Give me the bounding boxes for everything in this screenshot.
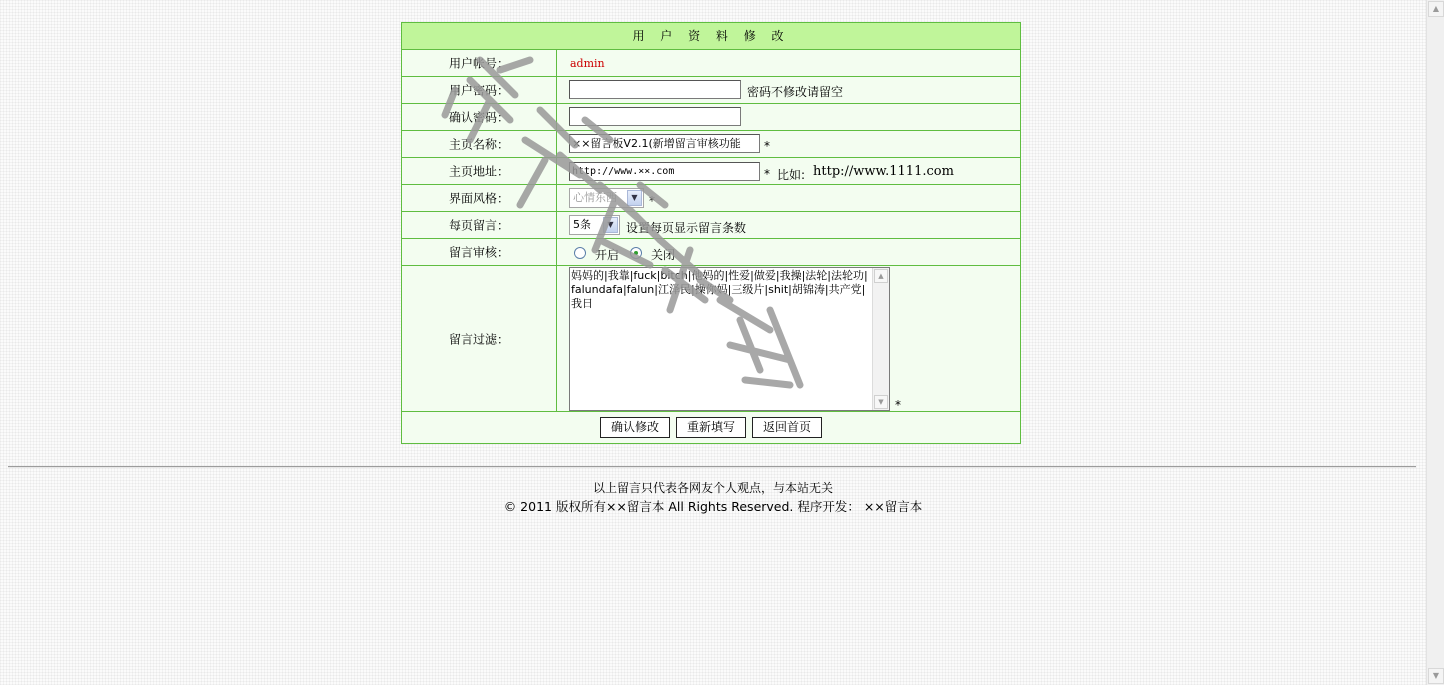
footer-copyright: © 2011 版权所有××留言本 All Rights Reserved. 程序开发： ××留言本 <box>503 499 923 514</box>
homepage-name-input[interactable]: ××留言板V2.1(新增留言审核功能 <box>569 134 760 153</box>
homepage-url-label: 主页地址： <box>449 164 510 179</box>
filter-textarea-text: 妈妈的|我靠|fuck|bitch|他妈的|性爱|做爱|我操|法轮|法轮功|falundafa|falun|江泽民|操你妈|三级片|shit|胡锦涛|共产党|我日 <box>571 269 868 310</box>
filter-label: 留言过滤： <box>449 332 510 346</box>
form-buttons <box>402 412 1020 443</box>
confirm-password-row <box>402 104 1020 131</box>
homepage-url-input[interactable]: http://www.××.com <box>569 162 760 181</box>
footer-disclaimer: 以上留言只代表各网友个人观点，与本站无关 <box>592 481 833 495</box>
theme-selected-value: 心情东西 <box>573 191 617 204</box>
scroll-up-icon[interactable]: ▲ <box>1428 1 1444 17</box>
password-hint: 密码不修改请留空 <box>747 85 844 99</box>
per-page-row <box>402 212 1020 239</box>
per-page-label: 每页留言： <box>449 218 510 233</box>
homepage-name-required-mark: * <box>764 139 770 153</box>
username-label: 用户帐号： <box>449 56 510 71</box>
homepage-name-label: 主页名称： <box>449 137 510 152</box>
confirm-password-label: 确认密码： <box>449 110 510 125</box>
filter-scrollbar[interactable] <box>872 268 889 410</box>
homepage-url-required-mark: * <box>764 167 770 181</box>
back-home-button[interactable]: 返回首页 <box>752 417 822 438</box>
password-row <box>402 77 1020 104</box>
review-label: 留言审核： <box>449 245 510 260</box>
scroll-up-icon[interactable]: ▲ <box>874 269 888 283</box>
chevron-down-icon[interactable]: ▼ <box>603 217 618 233</box>
scroll-down-icon[interactable]: ▼ <box>1428 668 1444 684</box>
theme-label: 界面风格： <box>449 191 510 206</box>
password-input[interactable] <box>569 80 741 99</box>
theme-required-mark: * <box>649 194 655 208</box>
submit-button[interactable]: 确认修改 <box>600 417 670 438</box>
per-page-hint: 设置每页显示留言条数 <box>626 221 747 235</box>
homepage-url-hint-prefix: 比如: <box>777 168 806 182</box>
per-page-selected-value: 5条 <box>573 218 591 231</box>
form-title: 用 户 资 料 修 改 <box>402 23 1020 50</box>
homepage-name-row <box>402 131 1020 158</box>
review-on-radio[interactable] <box>574 247 586 259</box>
review-row <box>402 239 1020 266</box>
confirm-password-input[interactable] <box>569 107 741 126</box>
homepage-url-row <box>402 158 1020 185</box>
per-page-select[interactable] <box>569 215 620 235</box>
page-scrollbar[interactable] <box>1426 0 1444 685</box>
footer-divider <box>8 466 1416 468</box>
review-on-label: 开启 <box>595 248 620 262</box>
chevron-down-icon[interactable]: ▼ <box>627 190 642 206</box>
review-off-radio[interactable] <box>630 247 642 259</box>
review-off-label: 关闭 <box>651 248 676 262</box>
filter-textarea[interactable] <box>569 267 890 411</box>
username-value: admin <box>570 57 605 70</box>
theme-select[interactable] <box>569 188 644 208</box>
profile-form <box>401 22 1021 444</box>
filter-row <box>402 266 1020 412</box>
scroll-down-icon[interactable]: ▼ <box>874 395 888 409</box>
username-row <box>402 50 1020 77</box>
homepage-url-hint-example: http://www.1111.com <box>813 164 954 179</box>
password-label: 用户密码： <box>449 83 510 98</box>
reset-button[interactable]: 重新填写 <box>676 417 746 438</box>
filter-required-mark: * <box>895 398 901 412</box>
theme-row <box>402 185 1020 212</box>
